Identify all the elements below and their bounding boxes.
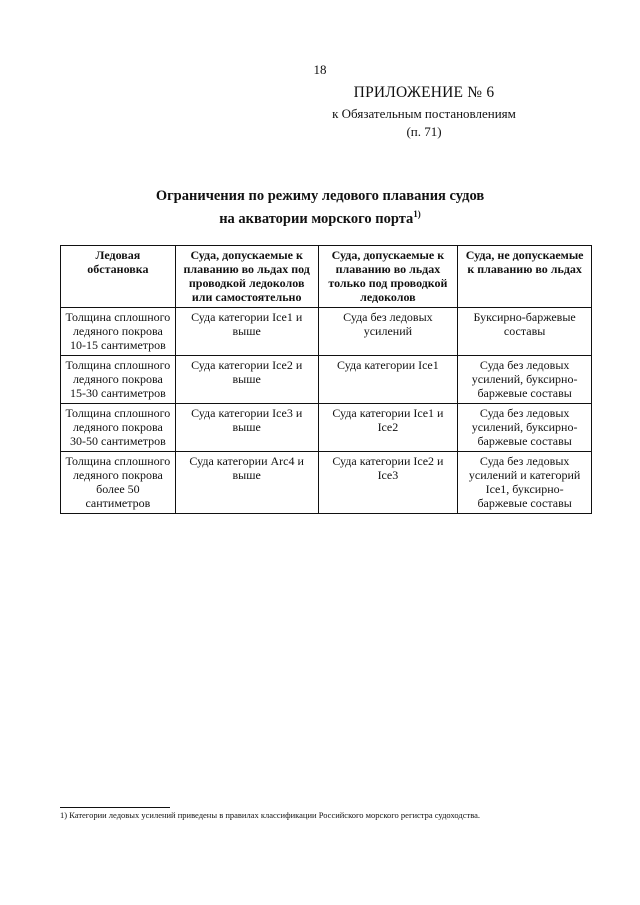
appendix-subtitle: к Обязательным постановлениям [332,106,516,121]
cell-not-allowed: Суда без ледовых усилений и категорий Ice1, буксирно-баржевые составы [458,452,592,514]
cell-allowed-escort-or-independent: Суда категории Ice2 и выше [175,356,318,404]
cell-ice-conditions: Толщина сплошного ледяного покрова 30-50 сантиметров [61,404,176,452]
header-allowed-escort-or-independent: Суда, допускаемые к плаванию во льдах под проводкой ледоколов или самостоятельно [175,246,318,308]
ice-navigation-table [60,245,592,514]
cell-allowed-escort-only: Суда категории Ice2 и Ice3 [318,452,458,514]
appendix-header [294,84,554,140]
cell-allowed-escort-or-independent: Суда категории Ice1 и выше [175,308,318,356]
heading-line-2-text: на акватории морского порта [219,210,414,227]
table-row [61,356,592,404]
cell-ice-conditions: Толщина сплошного ледяного покрова 10-15 сантиметров [61,308,176,356]
heading-footnote-mark: 1) [413,209,421,219]
cell-allowed-escort-only: Суда категории Ice1 [318,356,458,404]
header-allowed-escort-only: Суда, допускаемые к плаванию во льдах только под проводкой ледоколов [318,246,458,308]
heading-line-1: Ограничения по режиму ледового плавания судов [155,188,485,204]
cell-ice-conditions: Толщина сплошного ледяного покрова 15-30 сантиметров [61,356,176,404]
appendix-title: ПРИЛОЖЕНИЕ № 6 [353,84,495,101]
heading-line-2 [0,205,640,228]
cell-ice-conditions: Толщина сплошного ледяного покрова более 50 сантиметров [61,452,176,514]
header-not-allowed: Суда, не допускаемые к плаванию во льдах [458,246,592,308]
cell-allowed-escort-or-independent: Суда категории Arc4 и выше [175,452,318,514]
cell-allowed-escort-only: Суда без ледовых усилений [318,308,458,356]
footnote: 1) Категории ледовых усилений приведены в правилах классификации Российского морского регистра судоходства. [60,810,481,820]
table-header-row [61,246,592,308]
document-heading [0,187,640,228]
footnote-divider [60,807,170,808]
appendix-reference: (п. 71) [406,124,442,139]
page-number: 18 [313,62,327,77]
table-row [61,308,592,356]
cell-allowed-escort-or-independent: Суда категории Ice3 и выше [175,404,318,452]
cell-not-allowed: Буксирно-баржевые составы [458,308,592,356]
header-ice-conditions: Ледовая обстановка [61,246,176,308]
table-row [61,404,592,452]
cell-allowed-escort-only: Суда категории Ice1 и Ice2 [318,404,458,452]
table-row [61,452,592,514]
cell-not-allowed: Суда без ледовых усилений, буксирно-баржевые составы [458,404,592,452]
cell-not-allowed: Суда без ледовых усилений, буксирно-баржевые составы [458,356,592,404]
